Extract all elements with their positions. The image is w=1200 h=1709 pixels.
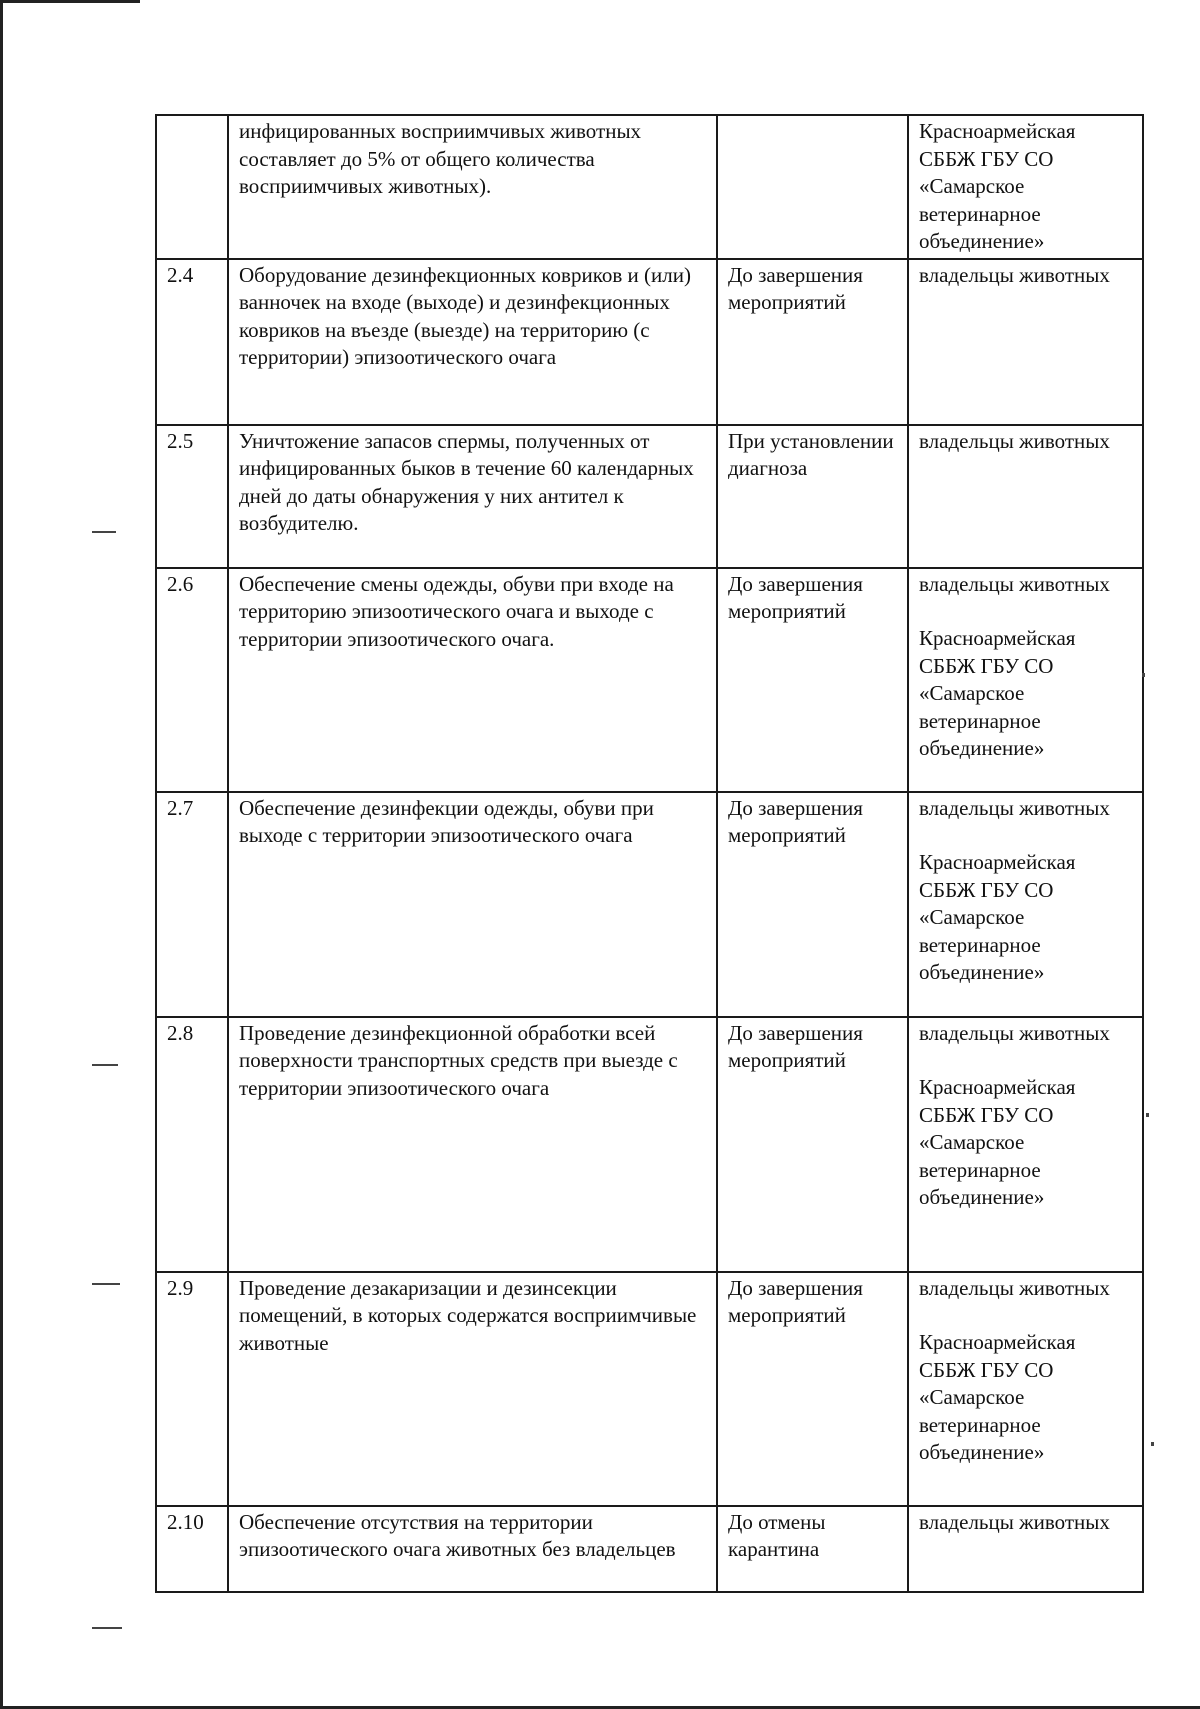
table-row <box>156 792 1143 1017</box>
responsible-line: Красноармейская СББЖ ГБУ СО «Самарское ветеринарное объединение» <box>919 1075 1076 1209</box>
table-row <box>156 259 1143 425</box>
scan-mark <box>1146 1113 1149 1117</box>
responsible-line: владельцы животных <box>919 1509 1110 1534</box>
responsible-line: владельцы животных <box>919 795 1110 820</box>
table-row <box>156 115 1143 259</box>
measure-term: До завершения мероприятий <box>717 568 908 792</box>
measures-table <box>155 114 1144 1593</box>
row-number <box>156 115 228 259</box>
measure-term: До отмены карантина <box>717 1506 908 1592</box>
responsible-line: владельцы животных <box>919 428 1110 453</box>
scan-mark <box>92 1064 118 1066</box>
row-number: 2.8 <box>156 1017 228 1272</box>
table-row <box>156 425 1143 568</box>
scan-mark <box>92 531 116 533</box>
measure-description: Обеспечение отсутствия на территории эпизоотического очага животных без владельцев <box>228 1506 717 1592</box>
table-row <box>156 1017 1143 1272</box>
responsible <box>908 115 1143 259</box>
responsible <box>908 1272 1143 1506</box>
table-row <box>156 1272 1143 1506</box>
measure-description: Уничтожение запасов спермы, полученных от инфицированных быков в течение 60 календарных дней до даты обнаружения у них антител к возбудителю. <box>228 425 717 568</box>
measure-description: Проведение дезакаризации и дезинсекции помещений, в которых содержатся восприимчивые животные <box>228 1272 717 1506</box>
table-body <box>156 115 1143 1592</box>
scan-mark <box>1151 1442 1154 1446</box>
scan-mark <box>92 1627 122 1629</box>
measure-term: При установлении диагноза <box>717 425 908 568</box>
responsible-line: владельцы животных <box>919 262 1110 287</box>
scan-mark <box>1142 673 1145 677</box>
measure-description: инфицированных восприимчивых животных составляет до 5% от общего количества восприимчивых животных). <box>228 115 717 259</box>
row-number: 2.9 <box>156 1272 228 1506</box>
responsible-line: владельцы животных <box>919 571 1110 596</box>
row-number: 2.5 <box>156 425 228 568</box>
responsible <box>908 568 1143 792</box>
measure-term: До завершения мероприятий <box>717 1017 908 1272</box>
responsible-line: Красноармейская СББЖ ГБУ СО «Самарское ветеринарное объединение» <box>919 119 1076 253</box>
scan-mark <box>92 1283 120 1285</box>
measure-term <box>717 115 908 259</box>
row-number: 2.10 <box>156 1506 228 1592</box>
responsible <box>908 792 1143 1017</box>
responsible <box>908 425 1143 568</box>
responsible-line: Красноармейская СББЖ ГБУ СО «Самарское ветеринарное объединение» <box>919 1330 1076 1464</box>
measure-description: Оборудование дезинфекционных ковриков и (или) ванночек на входе (выходе) и дезинфекционных ковриков на въезде (выезде) на территорию (с территории) эпизоотического очага <box>228 259 717 425</box>
measure-term: До завершения мероприятий <box>717 1272 908 1506</box>
scan-edge <box>0 0 140 8</box>
measure-term: До завершения мероприятий <box>717 792 908 1017</box>
responsible-line: Красноармейская СББЖ ГБУ СО «Самарское ветеринарное объединение» <box>919 850 1076 984</box>
responsible <box>908 1506 1143 1592</box>
responsible-line: владельцы животных <box>919 1020 1110 1045</box>
measure-description: Обеспечение дезинфекции одежды, обуви при выходе с территории эпизоотического очага <box>228 792 717 1017</box>
measure-description: Обеспечение смены одежды, обуви при входе на территорию эпизоотического очага и выходе с территории эпизоотического очага. <box>228 568 717 792</box>
measure-term: До завершения мероприятий <box>717 259 908 425</box>
responsible <box>908 259 1143 425</box>
table-row <box>156 568 1143 792</box>
row-number: 2.7 <box>156 792 228 1017</box>
measure-description: Проведение дезинфекционной обработки всей поверхности транспортных средств при выезде с территории эпизоотического очага <box>228 1017 717 1272</box>
responsible-line: владельцы животных <box>919 1275 1110 1300</box>
responsible <box>908 1017 1143 1272</box>
table-row <box>156 1506 1143 1592</box>
responsible-line: Красноармейская СББЖ ГБУ СО «Самарское ветеринарное объединение» <box>919 626 1076 760</box>
row-number: 2.4 <box>156 259 228 425</box>
row-number: 2.6 <box>156 568 228 792</box>
